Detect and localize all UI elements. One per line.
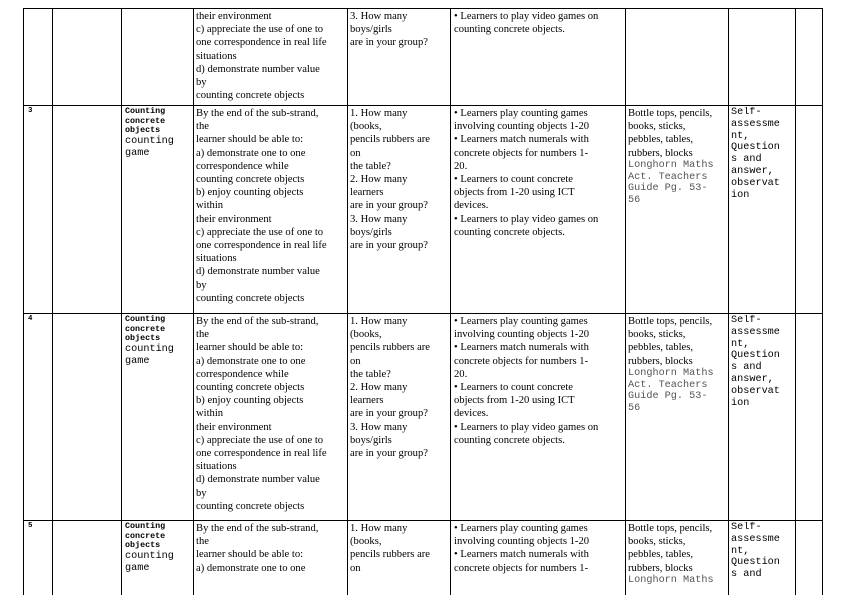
outcome-line: the (196, 121, 209, 133)
learning-resources-cell (628, 107, 727, 312)
assessment-line: answer, (731, 165, 774, 177)
experience-line: 20. (454, 160, 468, 172)
learning-resources-cell (628, 315, 727, 519)
inquiry-line: are in your group? (350, 448, 428, 460)
assessment-line: nt, (731, 338, 750, 350)
strand-line: concrete (125, 530, 166, 541)
inquiry-line: the table? (350, 368, 391, 380)
sub-strand-line: counting (125, 343, 174, 355)
row-border (23, 105, 823, 106)
strand-line: objects (125, 540, 161, 551)
resource-line: books, sticks, (628, 536, 686, 548)
outcome-line: d) demonstrate number value (196, 474, 320, 486)
resources-reference (628, 160, 727, 207)
outcome-line: counting concrete objects (196, 90, 305, 102)
column-border (347, 8, 348, 595)
resource-line: rubbers, blocks (628, 355, 693, 367)
resources-reference (628, 575, 727, 587)
outcome-line: counting concrete objects (196, 382, 305, 394)
assessment-line: Self- (731, 107, 762, 118)
outcome-line: by (196, 77, 207, 89)
reference-line: Guide Pg. 53- (628, 391, 708, 403)
outcome-line: the (196, 536, 209, 548)
learning-outcomes-cell (196, 107, 345, 312)
week-number: 5 (28, 522, 33, 530)
learning-outcomes-cell (196, 522, 345, 594)
sub-strand-label (125, 344, 191, 368)
resources-list (628, 522, 727, 575)
outcome-line: their environment (196, 11, 272, 22)
experience-line: counting concrete objects. (454, 226, 565, 238)
experience-line: • Learners to count concrete (454, 174, 574, 186)
experience-line: • Learners play counting games (454, 316, 588, 327)
reference-line: Guide Pg. 53- (628, 183, 708, 195)
outcome-line: d) demonstrate number value (196, 63, 320, 75)
sub-strand-line: game (125, 355, 150, 367)
strand-cell (125, 107, 191, 312)
experience-line: concrete objects for numbers 1- (454, 562, 589, 574)
column-border (822, 8, 823, 595)
inquiry-line: pencils rubbers are (350, 342, 431, 354)
experience-line: 20. (454, 368, 468, 380)
experience-line: • Learners match numerals with (454, 134, 589, 146)
inquiry-line: on (350, 147, 361, 159)
assessment-line: observat (731, 177, 780, 189)
assessment-line: ion (731, 189, 750, 201)
column-border (625, 8, 626, 595)
assessment-line: s and (731, 362, 762, 374)
column-border (52, 8, 53, 595)
outcome-line: c) appreciate the use of one to (196, 24, 324, 36)
assessment-line: observat (731, 385, 780, 397)
inquiry-line: 3. How many (350, 421, 408, 433)
inquiry-line: (books, (350, 329, 382, 341)
outcome-line: one correspondence in real life (196, 37, 327, 49)
outcome-line: counting concrete objects (196, 292, 305, 304)
strand-line: objects (125, 333, 161, 344)
reference-line: Longhorn Maths (628, 574, 714, 586)
inquiry-line: 3. How many (350, 11, 408, 22)
experience-line: counting concrete objects. (454, 24, 565, 36)
row-border (23, 313, 823, 314)
experience-line: • Learners match numerals with (454, 549, 589, 561)
outcome-line: correspondence while (196, 368, 289, 380)
inquiry-questions-cell (350, 10, 448, 104)
outcome-line: situations (196, 461, 237, 473)
outcome-line: c) appreciate the use of one to (196, 434, 324, 446)
outcome-line: situations (196, 253, 237, 265)
inquiry-line: pencils rubbers are (350, 549, 431, 561)
resource-line: Bottle tops, pencils, (628, 108, 713, 119)
experience-line: involving counting objects 1-20 (454, 329, 590, 341)
strand-cell (125, 522, 191, 594)
strand-line: Counting (125, 107, 166, 116)
column-border (795, 8, 796, 595)
experience-line: concrete objects for numbers 1- (454, 355, 589, 367)
sub-strand-line: counting (125, 135, 174, 147)
inquiry-line: 2. How many (350, 174, 408, 186)
week-number: 3 (28, 107, 33, 115)
resource-line: pebbles, tables, (628, 549, 694, 561)
row-border (23, 8, 823, 9)
sub-strand-line: game (125, 562, 150, 574)
assessment-line: assessme (731, 326, 780, 338)
outcome-line: a) demonstrate one to one (196, 147, 306, 159)
resource-line: Bottle tops, pencils, (628, 523, 713, 534)
sub-strand-line: counting (125, 550, 174, 562)
inquiry-line: (books, (350, 536, 382, 548)
outcome-line: counting concrete objects (196, 174, 305, 186)
outcome-line: one correspondence in real life (196, 448, 327, 460)
outcome-line: c) appreciate the use of one to (196, 226, 324, 238)
resources-list (628, 107, 727, 160)
outcome-line: counting concrete objects (196, 500, 305, 512)
reference-line: 56 (628, 195, 641, 207)
resource-line: pebbles, tables, (628, 134, 694, 146)
strand-label (125, 522, 191, 551)
reference-line: Act. Teachers (628, 171, 708, 183)
experience-line: objects from 1-20 using ICT (454, 395, 575, 407)
assessment-line: nt, (731, 545, 750, 557)
strand-label (125, 107, 191, 136)
outcome-line: within (196, 200, 224, 212)
learning-experiences-cell (454, 315, 623, 519)
outcome-line: b) enjoy counting objects (196, 187, 304, 199)
inquiry-line: on (350, 562, 361, 574)
experience-line: involving counting objects 1-20 (454, 536, 590, 548)
assessment-line: Question (731, 142, 780, 154)
sub-strand-label (125, 136, 191, 160)
assessment-line: nt, (731, 130, 750, 142)
assessment-cell (731, 107, 794, 312)
assessment-line: ion (731, 397, 750, 409)
inquiry-line: 1. How many (350, 316, 408, 327)
reference-line: Act. Teachers (628, 379, 708, 391)
column-border (728, 8, 729, 595)
outcome-line: By the end of the sub-strand, (196, 523, 319, 534)
inquiry-line: 3. How many (350, 213, 408, 225)
experience-line: • Learners to play video games on (454, 421, 599, 433)
resource-line: books, sticks, (628, 121, 686, 133)
assessment-line: s and (731, 569, 762, 581)
resource-line: rubbers, blocks (628, 147, 693, 159)
resource-line: Bottle tops, pencils, (628, 316, 713, 327)
assessment-line: s and (731, 154, 762, 166)
outcome-line: a) demonstrate one to one (196, 562, 306, 574)
assessment-line: Self- (731, 315, 762, 326)
inquiry-line: are in your group? (350, 200, 428, 212)
week-number: 4 (28, 315, 33, 323)
experience-line: counting concrete objects. (454, 434, 565, 446)
experience-line: • Learners play counting games (454, 523, 588, 534)
learning-resources-cell (628, 522, 727, 594)
inquiry-line: boys/girls (350, 24, 392, 36)
experience-line: involving counting objects 1-20 (454, 121, 590, 133)
outcome-line: learner should be able to: (196, 342, 304, 354)
inquiry-line: (books, (350, 121, 382, 133)
inquiry-line: learners (350, 187, 384, 199)
experience-line: • Learners play counting games (454, 108, 588, 119)
strand-line: Counting (125, 522, 166, 531)
sub-strand-line: game (125, 147, 150, 159)
inquiry-line: are in your group? (350, 408, 428, 420)
outcome-line: one correspondence in real life (196, 240, 327, 252)
assessment-line: Self- (731, 522, 762, 533)
experience-line: devices. (454, 408, 489, 420)
strand-cell (125, 315, 191, 519)
column-border (23, 8, 24, 595)
assessment-line: answer, (731, 373, 774, 385)
experience-line: objects from 1-20 using ICT (454, 187, 575, 199)
inquiry-line: pencils rubbers are (350, 134, 431, 146)
inquiry-line: boys/girls (350, 434, 392, 446)
inquiry-questions-cell (350, 107, 448, 312)
learning-outcomes-cell (196, 315, 345, 519)
inquiry-questions-cell (350, 315, 448, 519)
experience-line: concrete objects for numbers 1- (454, 147, 589, 159)
inquiry-line: are in your group? (350, 240, 428, 252)
inquiry-line: 2. How many (350, 382, 408, 394)
experience-line: • Learners to play video games on (454, 213, 599, 225)
outcome-line: the (196, 329, 209, 341)
inquiry-line: learners (350, 395, 384, 407)
resource-line: rubbers, blocks (628, 562, 693, 574)
outcome-line: b) enjoy counting objects (196, 395, 304, 407)
outcome-line: correspondence while (196, 160, 289, 172)
strand-line: concrete (125, 115, 166, 126)
assessment-cell (731, 315, 794, 519)
inquiry-line: are in your group? (350, 37, 428, 49)
assessment-line: Question (731, 557, 780, 569)
outcome-line: learner should be able to: (196, 134, 304, 146)
assessment-line: Question (731, 350, 780, 362)
resource-line: pebbles, tables, (628, 342, 694, 354)
experience-line: devices. (454, 200, 489, 212)
experience-line: • Learners to count concrete (454, 382, 574, 394)
outcome-line: By the end of the sub-strand, (196, 316, 319, 327)
inquiry-line: 1. How many (350, 523, 408, 534)
learning-outcomes-cell (196, 10, 345, 104)
sub-strand-label (125, 551, 191, 575)
resource-line: books, sticks, (628, 329, 686, 341)
outcome-line: their environment (196, 421, 272, 433)
outcome-line: situations (196, 50, 237, 62)
experience-line: • Learners to play video games on (454, 11, 599, 22)
column-border (450, 8, 451, 595)
row-border (23, 520, 823, 521)
inquiry-line: 1. How many (350, 108, 408, 119)
column-border (193, 8, 194, 595)
resources-list (628, 315, 727, 368)
learning-experiences-cell (454, 10, 623, 104)
inquiry-line: the table? (350, 160, 391, 172)
outcome-line: d) demonstrate number value (196, 266, 320, 278)
strand-label (125, 315, 191, 344)
outcome-line: by (196, 279, 207, 291)
resources-reference (628, 368, 727, 415)
column-border (121, 8, 122, 595)
reference-line: Longhorn Maths (628, 367, 714, 379)
strand-line: concrete (125, 323, 166, 334)
assessment-cell (731, 522, 794, 594)
learning-experiences-cell (454, 522, 623, 594)
outcome-line: learner should be able to: (196, 549, 304, 561)
outcome-line: within (196, 408, 224, 420)
strand-line: Counting (125, 315, 166, 324)
inquiry-line: boys/girls (350, 226, 392, 238)
assessment-line: assessme (731, 533, 780, 545)
learning-experiences-cell (454, 107, 623, 312)
outcome-line: By the end of the sub-strand, (196, 108, 319, 119)
outcome-line: their environment (196, 213, 272, 225)
assessment-line: assessme (731, 118, 780, 130)
outcome-line: a) demonstrate one to one (196, 355, 306, 367)
inquiry-questions-cell (350, 522, 448, 594)
outcome-line: by (196, 487, 207, 499)
reference-line: 56 (628, 403, 641, 415)
strand-line: objects (125, 125, 161, 136)
experience-line: • Learners match numerals with (454, 342, 589, 354)
reference-line: Longhorn Maths (628, 159, 714, 171)
inquiry-line: on (350, 355, 361, 367)
